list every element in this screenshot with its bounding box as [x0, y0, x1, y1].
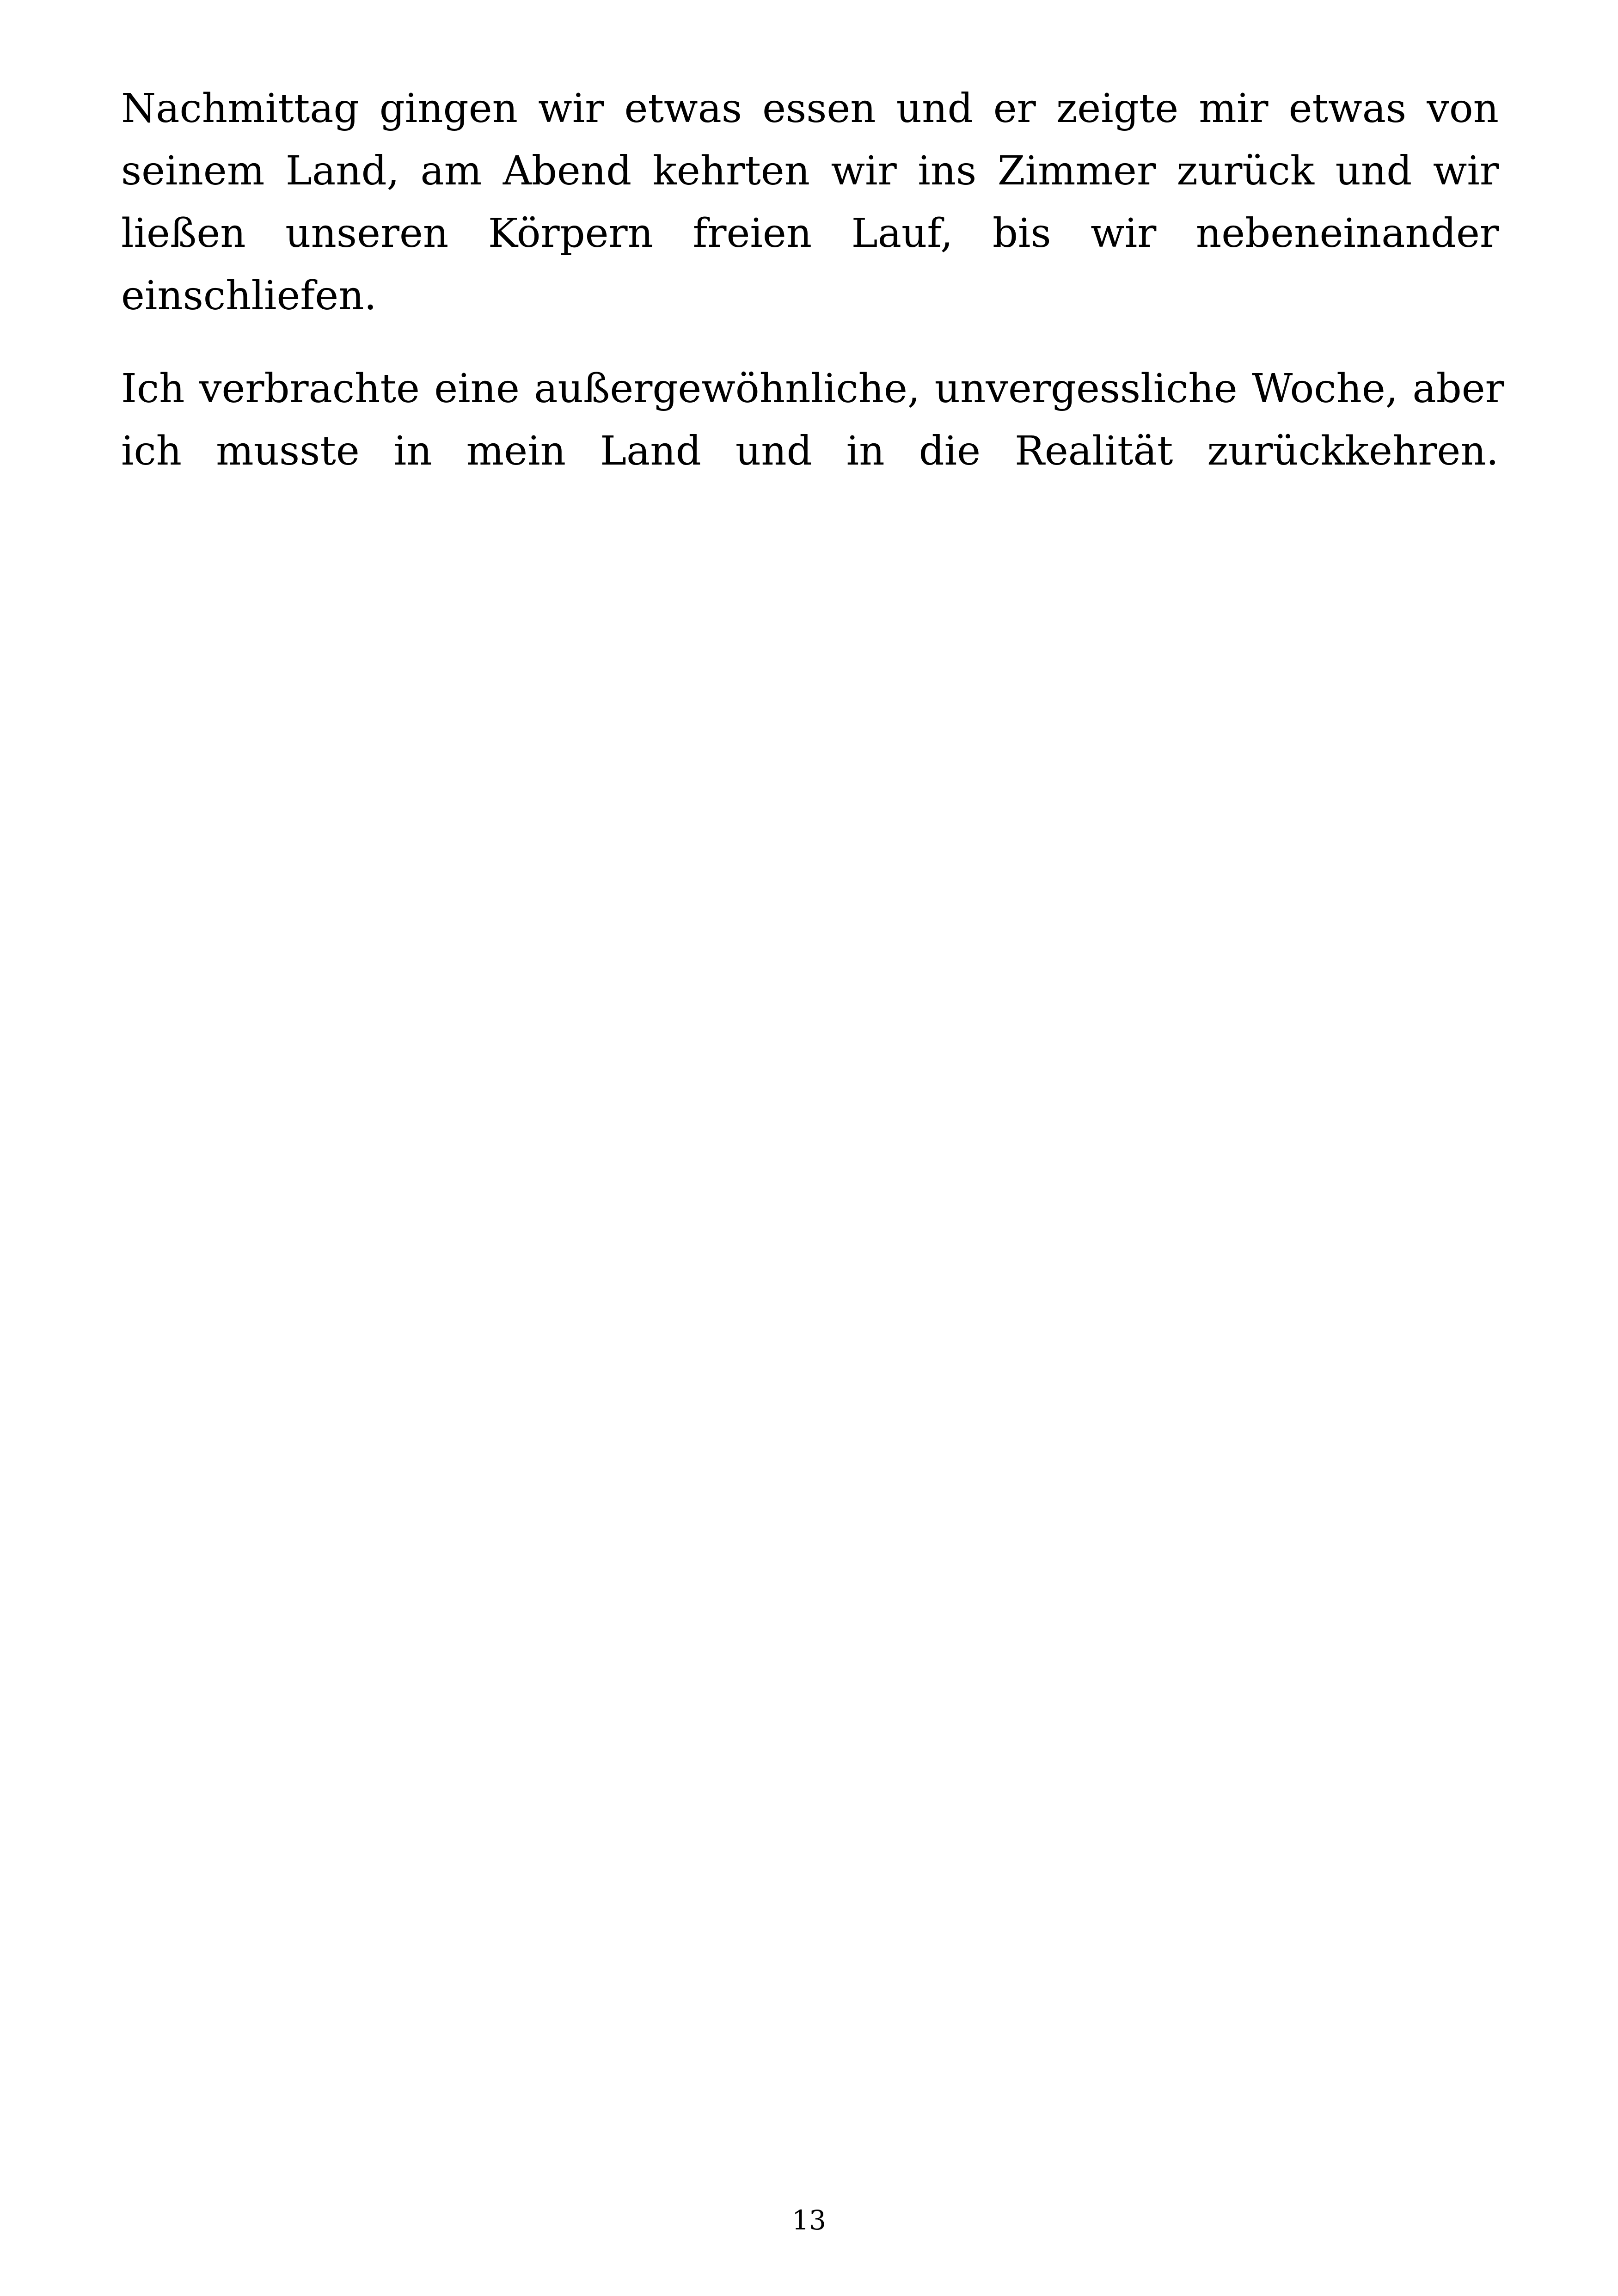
text-line: einschliefen. — [121, 273, 377, 319]
text-line: ich musste in mein Land und in die Realität zurückkehren. — [121, 428, 1499, 474]
paragraph — [121, 358, 1504, 483]
page-body — [121, 78, 1504, 483]
page-number: 13 — [792, 2204, 826, 2236]
text-line: Nachmittag gingen wir etwas essen und er zeigte mir etwas von — [121, 86, 1499, 132]
paragraph — [121, 78, 1499, 327]
text-line: ließen unseren Körpern freien Lauf, bis wir nebeneinander — [121, 210, 1499, 257]
text-line: Ich verbrachte eine außergewöhnliche, unvergessliche Woche, aber — [121, 366, 1504, 412]
text-line: seinem Land, am Abend kehrten wir ins Zimmer zurück und wir — [121, 148, 1499, 194]
